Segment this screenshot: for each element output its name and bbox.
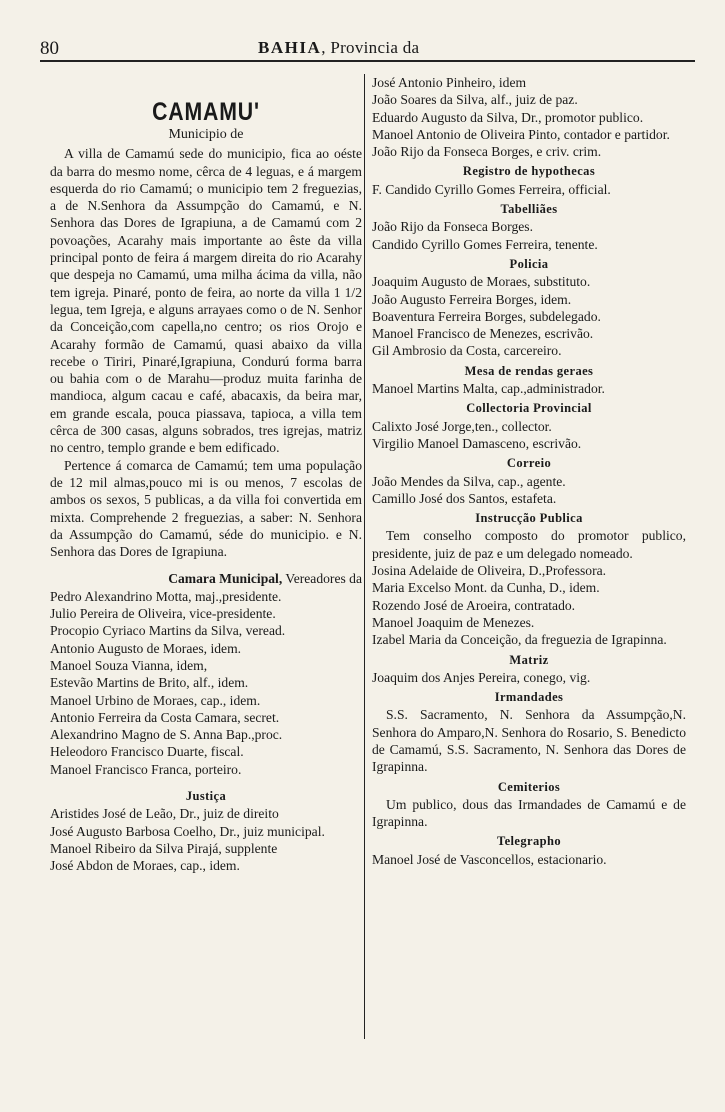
list-item: Estevão Martins de Brito, alf., idem.	[50, 675, 249, 691]
camara-title: Camara Municipal,	[168, 571, 283, 587]
camara-list	[50, 588, 362, 778]
list-item: Manoel Urbino de Moraes, cap., idem.	[50, 692, 261, 708]
right-column	[372, 74, 686, 868]
list-item: Pedro Alexandrino Motta, maj.,presidente.	[50, 588, 282, 604]
page-header	[40, 38, 695, 62]
page-number: 80	[40, 38, 59, 59]
tabelliaes-heading: Tabelliães	[500, 202, 558, 217]
cemiterios-paragraph: Um publico, dous das Irmandades de Camamú e de Igrapinna.	[372, 796, 686, 830]
list-item: Manoel Antonio de Oliveira Pinto, contador e partidor.	[372, 126, 670, 142]
camara-heading	[50, 570, 362, 587]
list-item: Maria Excelso Mont. da Cunha, D., idem.	[372, 580, 600, 596]
list-item: Boaventura Ferreira Borges, subdelegado.	[372, 308, 601, 324]
description-paragraph-2: Pertence á comarca de Camamú; tem uma população de 12 mil almas,pouco mi is ou menos, 7 escolas de ambos os sexos, 5 publicas, a da villa foi convertida em mixta. Comprehende 2 freguezias, a saber: N. Senhora da Assumpção do Camamú, séde do municipio. e N. Senhora das Dores de Igrapiuna.	[50, 457, 362, 560]
description-paragraph: A villa de Camamú sede do municipio, fica ao oéste da barra do mesmo nome, cêrca de 4 leguas, e á margem esquerda do rio Camamú; o municipio tem 2 freguezias, a de N.Senhora da Assumpção do Camamú, e N. Senhora das Dores de Igrapiuna, a de Camamú com 2 povoações, Acarahy mais importante ao êste da villa principal ponto de feira á margem direita do rio Acarahy que despeja no Camamú, uma milha ácima da villa, não tem igreja. Pinaré, ponto de feira, ao norte da villa 1 1/2 legua, tem Igreja, e alguns arrayaes como o de N. Senhor da Conceição,com capella,no centro; os rios Orojo e Acarahy formão de Camamú, quasi abaixo da villa recebe o Tiriri, Pinaré,Igrapiuna, Condurú forma barra ou bahia com o de Marahu—produz muita farinha de mandioca, algum cacau e café, abacaxis, da beira mar, em grande escala, pouca piassava, tapioca, a villa tem cêrca de 300 casas, alguns sobrados, tres igrejas, matriz no centro, templo grande e bem edificado.	[50, 146, 362, 456]
registro-heading: Registro de hypothecas	[462, 164, 596, 179]
list-item: Antonio Ferreira da Costa Camara, secret.	[50, 709, 280, 725]
list-item: João Soares da Silva, alf., juiz de paz.	[372, 92, 578, 108]
list-item: Candido Cyrillo Gomes Ferreira, tenente.	[372, 236, 598, 252]
list-item: João Rijo da Fonseca Borges, e criv. crim.	[372, 144, 602, 160]
running-title	[258, 38, 419, 58]
instrucao-paragraph: Tem conselho composto do promotor publico, presidente, juiz de paz e um delegado nomeado.	[372, 528, 686, 561]
list-item: João Augusto Ferreira Borges, idem.	[372, 291, 572, 307]
list-item: Manoel Martins Malta, cap.,administrador.	[372, 381, 605, 397]
municipality-subtitle: Municipio de	[168, 127, 244, 142]
list-item: João Rijo da Fonseca Borges.	[372, 219, 533, 235]
instrucao-heading: Instrucção Publica	[475, 511, 583, 526]
list-item: Manoel Francisco de Menezes, escrivão.	[372, 326, 594, 342]
list-item: Heleodoro Francisco Duarte, fiscal.	[50, 744, 244, 760]
list-item: Julio Pereira de Oliveira, vice-presidente.	[50, 606, 276, 622]
list-item: Virgilio Manoel Damasceno, escrivão.	[372, 435, 582, 451]
justica-heading: Justiça	[185, 788, 227, 803]
left-column	[50, 74, 362, 874]
officials-list	[372, 74, 686, 160]
running-title-rest: , Provincia da	[321, 38, 420, 57]
list-item: Manoel Souza Vianna, idem,	[50, 657, 208, 673]
telegrapho-heading: Telegrapho	[497, 834, 561, 849]
list-item: Alexandrino Magno de S. Anna Bap.,proc.	[50, 727, 283, 743]
list-item: Josina Adelaide de Oliveira, D.,Professora.	[372, 563, 607, 579]
camara-rest: Vereadores da	[282, 571, 362, 587]
running-title-state: BAHIA	[258, 38, 322, 57]
list-item: Manoel Joaquim de Menezes.	[372, 614, 535, 630]
list-item: Joaquim dos Anjes Pereira, conego, vig.	[372, 669, 591, 685]
list-item: Joaquim Augusto de Moraes, substituto.	[372, 274, 591, 290]
cemiterios-heading: Cemiterios	[497, 779, 561, 794]
list-item: Gil Ambrosio da Costa, carcereiro.	[372, 343, 562, 359]
list-item: Izabel Maria da Conceição, da freguezia de Igrapinna.	[372, 632, 667, 648]
column-divider	[364, 74, 365, 1039]
list-item: Calixto José Jorge,ten., collector.	[372, 418, 552, 434]
list-item: Manoel José de Vasconcellos, estacionario.	[372, 851, 607, 867]
policia-heading: Policia	[509, 256, 549, 271]
municipality-title: CAMAMU'	[152, 98, 260, 126]
irmandades-heading: Irmandades	[494, 690, 564, 705]
collectoria-heading: Collectoria Provincial	[466, 401, 592, 416]
list-item: José Augusto Barbosa Coelho, Dr., juiz municipal.	[50, 823, 325, 839]
list-item: Manoel Ribeiro da Silva Pirajá, supplente	[50, 840, 278, 856]
list-item: Procopio Cyriaco Martins da Silva, veread.	[50, 623, 286, 639]
list-item: Aristides José de Leão, Dr., juiz de direito	[50, 806, 279, 822]
list-item: João Mendes da Silva, cap., agente.	[372, 473, 566, 489]
list-item: Eduardo Augusto da Silva, Dr., promotor publico.	[372, 109, 644, 125]
list-item: F. Candido Cyrillo Gomes Ferreira, official.	[372, 181, 611, 197]
correio-heading: Correio	[506, 456, 552, 471]
irmandades-paragraph: S.S. Sacramento, N. Senhora da Assumpção,N. Senhora do Amparo,N. Senhora do Rosario, S. Benedicto de Camamú, S.S. Sacramento, N. Senhora das Dores de Igrapinna.	[372, 707, 686, 775]
list-item: José Abdon de Moraes, cap., idem.	[50, 858, 240, 874]
list-item: Manoel Francisco Franca, porteiro.	[50, 761, 242, 777]
matriz-heading: Matriz	[509, 652, 549, 667]
list-item: Antonio Augusto de Moraes, idem.	[50, 640, 242, 656]
list-item: José Antonio Pinheiro, idem	[372, 75, 527, 90]
mesa-heading: Mesa de rendas geraes	[464, 363, 594, 378]
justica-list	[50, 805, 362, 874]
header-rule	[40, 60, 695, 62]
list-item: Camillo José dos Santos, estafeta.	[372, 490, 557, 506]
list-item: Rozendo José de Aroeira, contratado.	[372, 597, 576, 613]
